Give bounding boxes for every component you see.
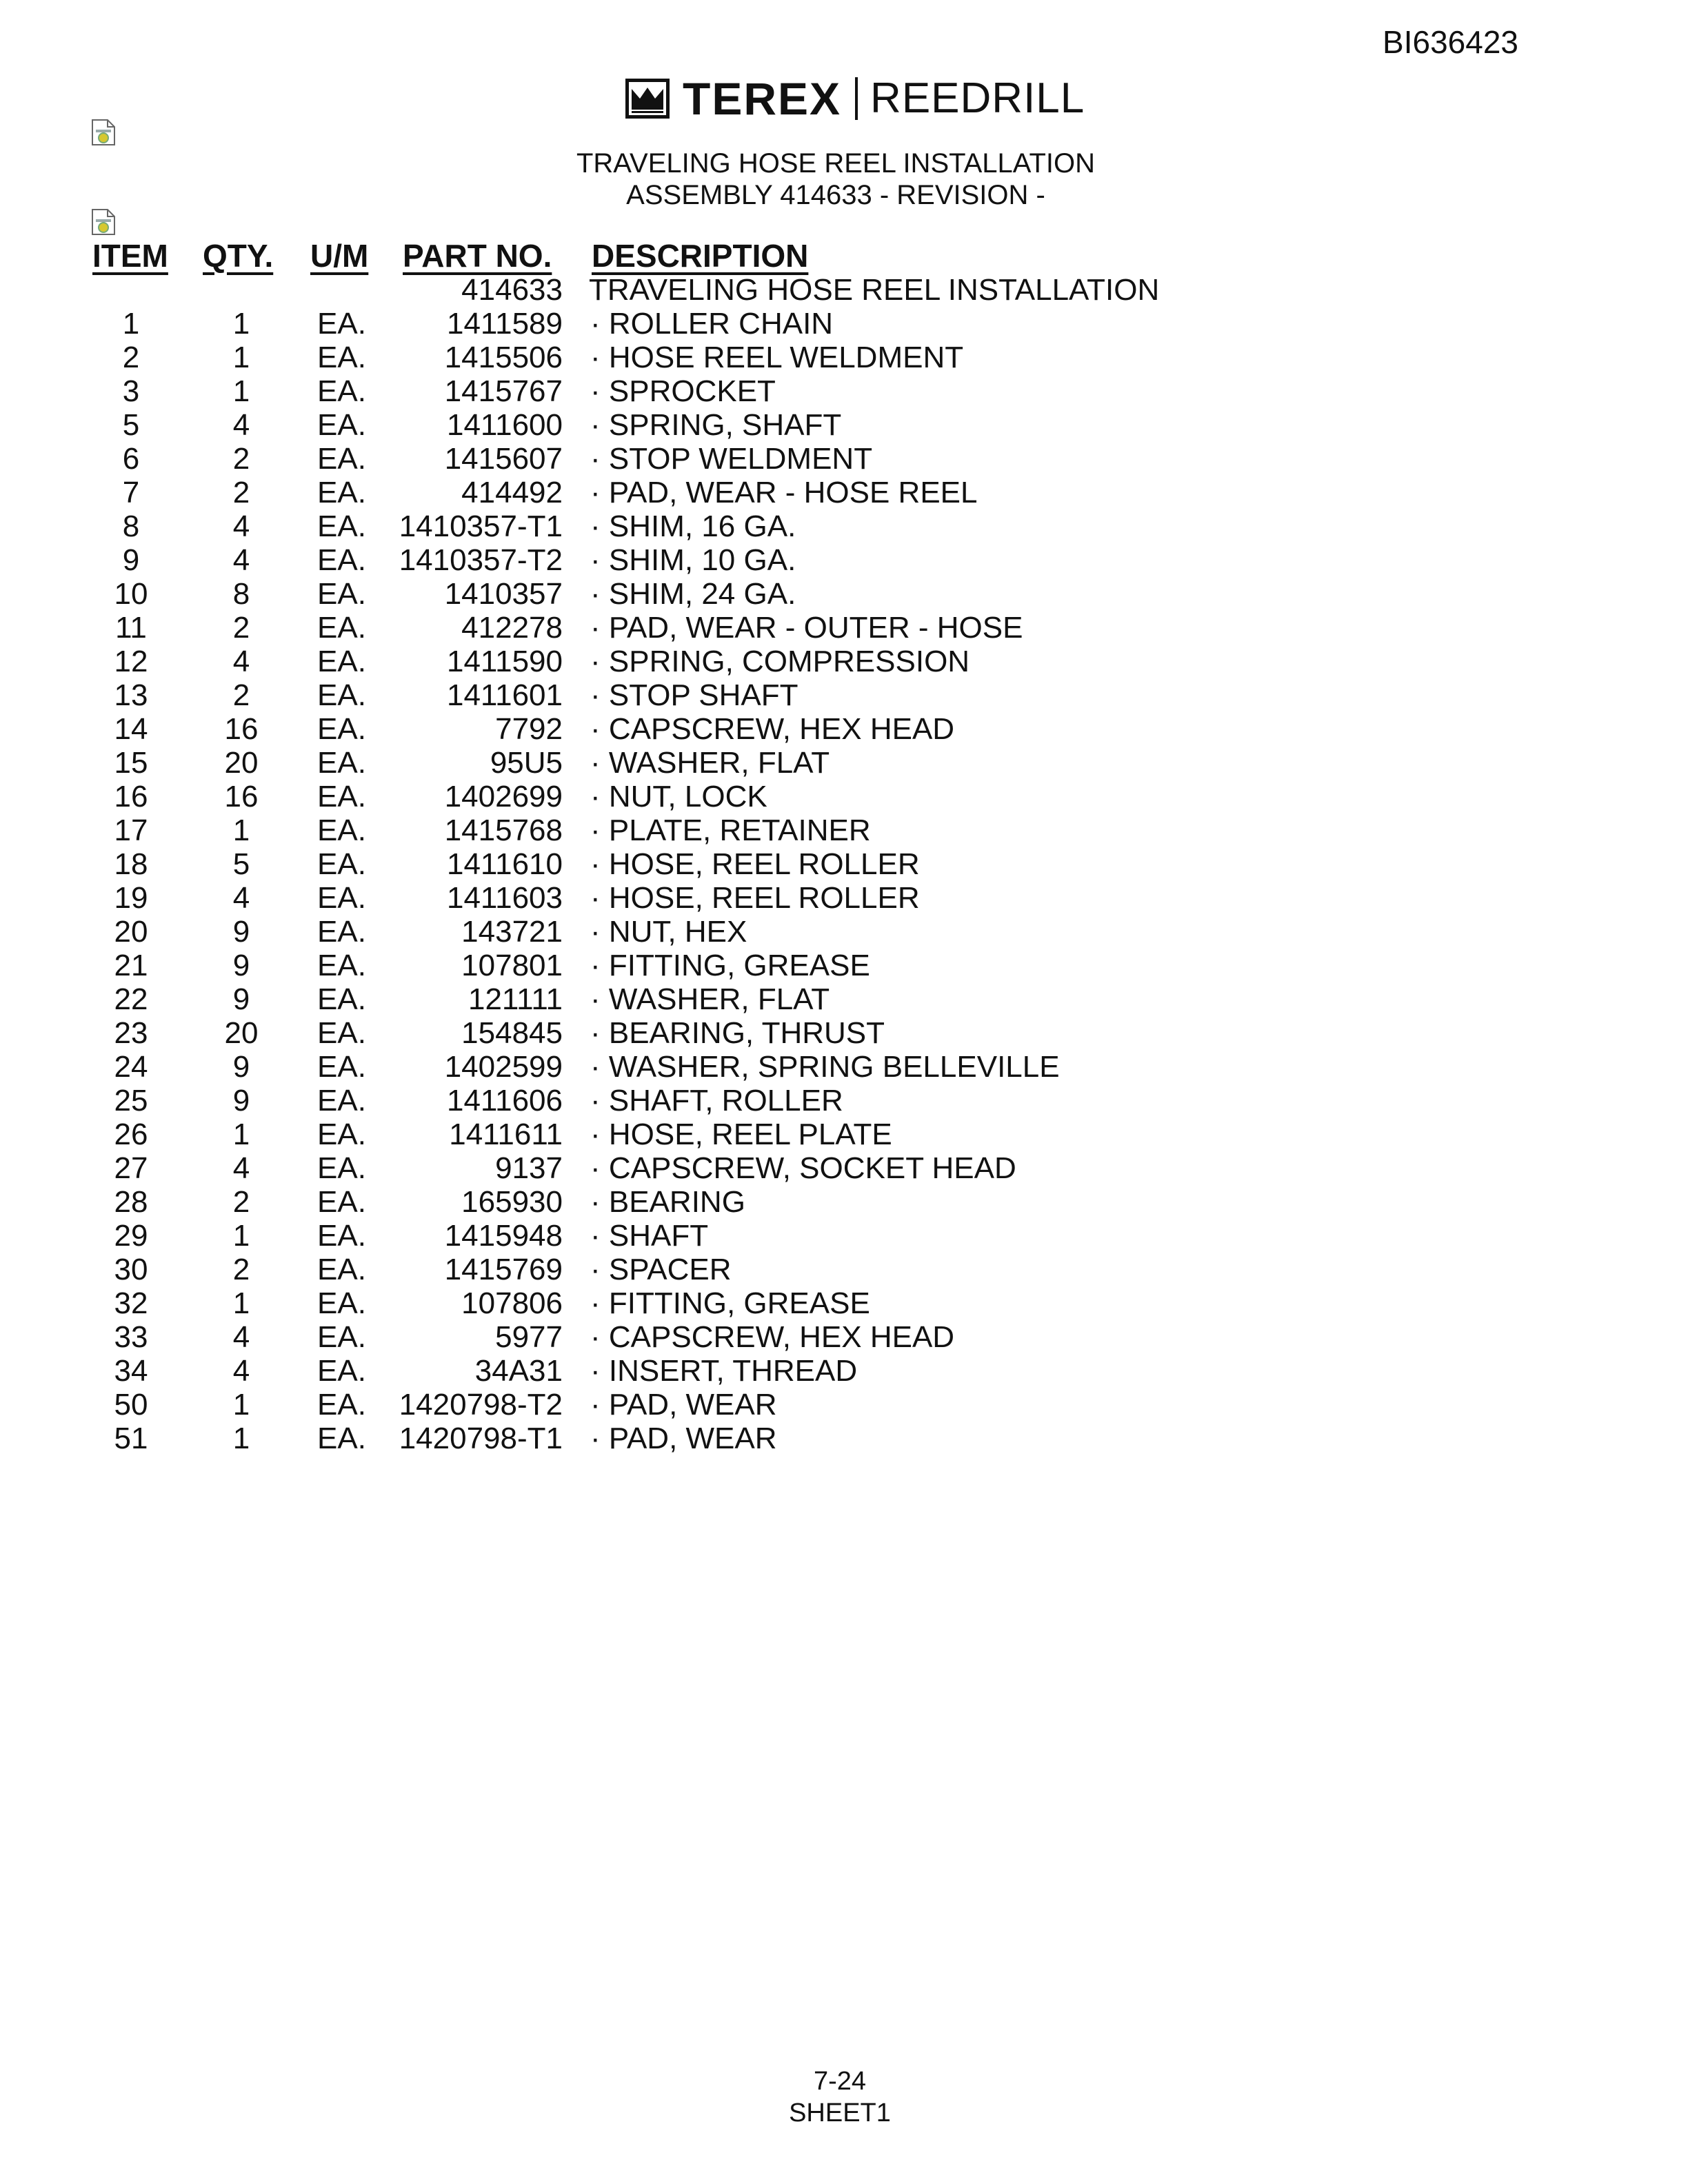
unit-of-measure: EA. bbox=[317, 881, 366, 915]
quantity: 2 bbox=[232, 476, 250, 509]
unit-of-measure: EA. bbox=[317, 1253, 366, 1286]
description: · FITTING, GREASE bbox=[590, 1286, 870, 1320]
item-number: 11 bbox=[115, 611, 147, 645]
part-number: 1410357 bbox=[444, 577, 563, 611]
unit-of-measure: EA. bbox=[317, 1050, 366, 1084]
parts-list bbox=[0, 273, 1688, 1455]
description: · HOSE REEL WELDMENT bbox=[590, 341, 964, 374]
quantity: 4 bbox=[232, 1320, 250, 1354]
table-row bbox=[0, 847, 1688, 881]
unit-of-measure: EA. bbox=[317, 1151, 366, 1185]
quantity: 2 bbox=[232, 678, 250, 712]
unit-of-measure: EA. bbox=[317, 1388, 366, 1422]
terex-reedrill-logo bbox=[625, 74, 1085, 123]
table-row bbox=[0, 442, 1688, 476]
part-number: 1411606 bbox=[446, 1084, 563, 1118]
table-row bbox=[0, 1151, 1688, 1185]
part-number: 1411590 bbox=[446, 645, 563, 678]
quantity: 16 bbox=[224, 712, 259, 746]
part-number: 1411611 bbox=[449, 1118, 563, 1151]
table-row bbox=[0, 307, 1688, 341]
part-number: 165930 bbox=[461, 1185, 563, 1219]
table-row bbox=[0, 509, 1688, 543]
item-number: 25 bbox=[114, 1084, 148, 1118]
item-number: 8 bbox=[122, 509, 140, 543]
unit-of-measure: EA. bbox=[317, 949, 366, 982]
table-row bbox=[0, 577, 1688, 611]
table-row bbox=[0, 408, 1688, 442]
part-number: 7792 bbox=[495, 712, 563, 746]
table-row bbox=[0, 1422, 1688, 1455]
part-number: 1415607 bbox=[444, 442, 563, 476]
description: · PAD, WEAR - HOSE REEL bbox=[590, 476, 978, 509]
table-row bbox=[0, 1253, 1688, 1286]
description: · SPRING, COMPRESSION bbox=[590, 645, 970, 678]
page-footer bbox=[0, 2065, 1688, 2129]
unit-of-measure: EA. bbox=[317, 509, 366, 543]
quantity: 1 bbox=[232, 374, 250, 408]
description: · NUT, LOCK bbox=[590, 780, 767, 813]
description: · PAD, WEAR bbox=[590, 1388, 777, 1422]
table-row bbox=[0, 1219, 1688, 1253]
header-qty: QTY. bbox=[203, 238, 274, 274]
table-row bbox=[0, 1320, 1688, 1354]
part-number: 414492 bbox=[461, 476, 563, 509]
description: · WASHER, FLAT bbox=[590, 746, 830, 780]
part-number: 1411601 bbox=[446, 678, 563, 712]
part-number: 1415767 bbox=[444, 374, 563, 408]
item-number: 19 bbox=[114, 881, 148, 915]
table-row bbox=[0, 374, 1688, 408]
table-row bbox=[0, 1286, 1688, 1320]
unit-of-measure: EA. bbox=[317, 577, 366, 611]
logo-brand: TEREX bbox=[683, 73, 842, 124]
description: · HOSE, REEL ROLLER bbox=[590, 847, 920, 881]
part-number: 1410357-T2 bbox=[399, 543, 563, 577]
part-number: 107801 bbox=[461, 949, 563, 982]
quantity: 5 bbox=[232, 847, 250, 881]
part-number: 154845 bbox=[461, 1016, 563, 1050]
quantity: 16 bbox=[224, 780, 259, 813]
description: · HOSE, REEL PLATE bbox=[590, 1118, 892, 1151]
item-number: 34 bbox=[114, 1354, 148, 1388]
table-row bbox=[0, 1388, 1688, 1422]
description: · CAPSCREW, SOCKET HEAD bbox=[590, 1151, 1016, 1185]
description: · WASHER, FLAT bbox=[590, 982, 830, 1016]
description: · CAPSCREW, HEX HEAD bbox=[590, 712, 955, 746]
item-number: 18 bbox=[114, 847, 148, 881]
part-number: 1411600 bbox=[446, 408, 563, 442]
header-um: U/M bbox=[310, 238, 369, 274]
item-number: 20 bbox=[114, 915, 148, 949]
title-line-2: ASSEMBLY 414633 - REVISION - bbox=[626, 180, 1045, 210]
part-number: 143721 bbox=[461, 915, 563, 949]
table-row bbox=[0, 881, 1688, 915]
part-number: 9137 bbox=[495, 1151, 563, 1185]
quantity: 20 bbox=[224, 746, 259, 780]
quantity: 1 bbox=[232, 813, 250, 847]
unit-of-measure: EA. bbox=[317, 1422, 366, 1455]
item-number: 9 bbox=[122, 543, 140, 577]
part-number: 412278 bbox=[461, 611, 563, 645]
unit-of-measure: EA. bbox=[317, 1286, 366, 1320]
quantity: 4 bbox=[232, 408, 250, 442]
quantity: 9 bbox=[232, 1084, 250, 1118]
item-number: 26 bbox=[114, 1118, 148, 1151]
unit-of-measure: EA. bbox=[317, 1354, 366, 1388]
item-number: 27 bbox=[114, 1151, 148, 1185]
table-row bbox=[0, 678, 1688, 712]
description: · WASHER, SPRING BELLEVILLE bbox=[590, 1050, 1060, 1084]
table-row bbox=[0, 982, 1688, 1016]
quantity: 8 bbox=[232, 577, 250, 611]
part-number: 5977 bbox=[495, 1320, 563, 1354]
quantity: 1 bbox=[232, 1286, 250, 1320]
quantity: 1 bbox=[232, 307, 250, 341]
item-number: 29 bbox=[114, 1219, 148, 1253]
part-number: 95U5 bbox=[490, 746, 563, 780]
unit-of-measure: EA. bbox=[317, 982, 366, 1016]
description: · FITTING, GREASE bbox=[590, 949, 870, 982]
assembly-part-no: 414633 bbox=[461, 273, 563, 307]
description: · STOP WELDMENT bbox=[590, 442, 873, 476]
item-number: 3 bbox=[122, 374, 140, 408]
description: · SHIM, 24 GA. bbox=[590, 577, 796, 611]
logo-divider bbox=[855, 77, 858, 120]
description: · BEARING, THRUST bbox=[590, 1016, 885, 1050]
page-number: 7-24 bbox=[813, 2067, 867, 2096]
unit-of-measure: EA. bbox=[317, 813, 366, 847]
unit-of-measure: EA. bbox=[317, 543, 366, 577]
item-number: 32 bbox=[114, 1286, 148, 1320]
quantity: 4 bbox=[232, 1354, 250, 1388]
table-row bbox=[0, 543, 1688, 577]
quantity: 9 bbox=[232, 982, 250, 1016]
item-number: 24 bbox=[114, 1050, 148, 1084]
item-number: 30 bbox=[114, 1253, 148, 1286]
unit-of-measure: EA. bbox=[317, 915, 366, 949]
table-row bbox=[0, 1354, 1688, 1388]
quantity: 1 bbox=[232, 1422, 250, 1455]
embedded-document-icon[interactable] bbox=[91, 208, 116, 236]
document-title bbox=[0, 148, 1688, 211]
unit-of-measure: EA. bbox=[317, 476, 366, 509]
description: · SHIM, 16 GA. bbox=[590, 509, 796, 543]
item-number: 5 bbox=[122, 408, 140, 442]
item-number: 6 bbox=[122, 442, 140, 476]
unit-of-measure: EA. bbox=[317, 341, 366, 374]
part-number: 1415506 bbox=[444, 341, 563, 374]
quantity: 2 bbox=[232, 1185, 250, 1219]
table-row bbox=[0, 1118, 1688, 1151]
item-number: 28 bbox=[114, 1185, 148, 1219]
quantity: 20 bbox=[224, 1016, 259, 1050]
part-number: 34A31 bbox=[474, 1354, 563, 1388]
part-number: 1415948 bbox=[444, 1219, 563, 1253]
item-number: 12 bbox=[114, 645, 148, 678]
unit-of-measure: EA. bbox=[317, 780, 366, 813]
table-row bbox=[0, 780, 1688, 813]
sheet-name: SHEET1 bbox=[789, 2099, 891, 2127]
quantity: 1 bbox=[232, 341, 250, 374]
unit-of-measure: EA. bbox=[317, 1219, 366, 1253]
table-row bbox=[0, 341, 1688, 374]
item-number: 51 bbox=[114, 1422, 148, 1455]
description: · PAD, WEAR - OUTER - HOSE bbox=[590, 611, 1023, 645]
unit-of-measure: EA. bbox=[317, 847, 366, 881]
description: · BEARING bbox=[590, 1185, 745, 1219]
unit-of-measure: EA. bbox=[317, 408, 366, 442]
description: · INSERT, THREAD bbox=[590, 1354, 858, 1388]
item-number: 50 bbox=[114, 1388, 148, 1422]
unit-of-measure: EA. bbox=[317, 645, 366, 678]
table-row bbox=[0, 476, 1688, 509]
quantity: 4 bbox=[232, 543, 250, 577]
document-id: BI636423 bbox=[1383, 24, 1518, 60]
item-number: 7 bbox=[122, 476, 140, 509]
table-row bbox=[0, 611, 1688, 645]
unit-of-measure: EA. bbox=[317, 1084, 366, 1118]
table-row bbox=[0, 712, 1688, 746]
part-number: 1415768 bbox=[444, 813, 563, 847]
description: · NUT, HEX bbox=[590, 915, 747, 949]
terex-crown-icon bbox=[625, 78, 670, 119]
quantity: 2 bbox=[232, 1253, 250, 1286]
table-row bbox=[0, 813, 1688, 847]
part-number: 107806 bbox=[461, 1286, 563, 1320]
part-number: 1402699 bbox=[444, 780, 563, 813]
unit-of-measure: EA. bbox=[317, 611, 366, 645]
quantity: 4 bbox=[232, 881, 250, 915]
description: · SPACER bbox=[590, 1253, 732, 1286]
part-number: 1410357-T1 bbox=[399, 509, 563, 543]
quantity: 9 bbox=[232, 1050, 250, 1084]
logo-division: REEDRILL bbox=[870, 74, 1085, 122]
description: · STOP SHAFT bbox=[590, 678, 798, 712]
part-number: 1420798-T1 bbox=[399, 1422, 563, 1455]
table-row bbox=[0, 915, 1688, 949]
unit-of-measure: EA. bbox=[317, 746, 366, 780]
item-number: 23 bbox=[114, 1016, 148, 1050]
item-number: 22 bbox=[114, 982, 148, 1016]
unit-of-measure: EA. bbox=[317, 1320, 366, 1354]
unit-of-measure: EA. bbox=[317, 1185, 366, 1219]
description: · SPROCKET bbox=[590, 374, 776, 408]
table-row bbox=[0, 949, 1688, 982]
unit-of-measure: EA. bbox=[317, 1118, 366, 1151]
description: · HOSE, REEL ROLLER bbox=[590, 881, 920, 915]
header-description: DESCRIPTION bbox=[592, 238, 809, 274]
header-item: ITEM bbox=[92, 238, 168, 274]
item-number: 2 bbox=[122, 341, 140, 374]
description: · ROLLER CHAIN bbox=[590, 307, 834, 341]
quantity: 9 bbox=[232, 915, 250, 949]
quantity: 2 bbox=[232, 442, 250, 476]
item-number: 21 bbox=[114, 949, 148, 982]
item-number: 17 bbox=[114, 813, 148, 847]
description: · PAD, WEAR bbox=[590, 1422, 777, 1455]
item-number: 16 bbox=[114, 780, 148, 813]
item-number: 15 bbox=[114, 746, 148, 780]
part-number: 1420798-T2 bbox=[399, 1388, 563, 1422]
quantity: 9 bbox=[232, 949, 250, 982]
header-part-no: PART NO. bbox=[403, 238, 552, 274]
table-row bbox=[0, 746, 1688, 780]
quantity: 4 bbox=[232, 645, 250, 678]
description: · PLATE, RETAINER bbox=[590, 813, 871, 847]
description: · SPRING, SHAFT bbox=[590, 408, 842, 442]
quantity: 4 bbox=[232, 509, 250, 543]
title-line-1: TRAVELING HOSE REEL INSTALLATION bbox=[576, 148, 1096, 179]
description: · SHAFT, ROLLER bbox=[590, 1084, 843, 1118]
description: · SHAFT bbox=[590, 1219, 709, 1253]
table-row bbox=[0, 1016, 1688, 1050]
item-number: 1 bbox=[122, 307, 140, 341]
description: · CAPSCREW, HEX HEAD bbox=[590, 1320, 955, 1354]
embedded-document-icon[interactable] bbox=[91, 119, 116, 146]
unit-of-measure: EA. bbox=[317, 307, 366, 341]
item-number: 33 bbox=[114, 1320, 148, 1354]
unit-of-measure: EA. bbox=[317, 1016, 366, 1050]
table-row bbox=[0, 1050, 1688, 1084]
part-number: 121111 bbox=[468, 982, 563, 1016]
quantity: 4 bbox=[232, 1151, 250, 1185]
quantity: 1 bbox=[232, 1118, 250, 1151]
table-row bbox=[0, 1084, 1688, 1118]
part-number: 1411589 bbox=[446, 307, 563, 341]
quantity: 2 bbox=[232, 611, 250, 645]
unit-of-measure: EA. bbox=[317, 712, 366, 746]
part-number: 1411610 bbox=[446, 847, 563, 881]
table-row bbox=[0, 645, 1688, 678]
item-number: 10 bbox=[114, 577, 148, 611]
description: · SHIM, 10 GA. bbox=[590, 543, 796, 577]
assembly-description: TRAVELING HOSE REEL INSTALLATION bbox=[589, 273, 1160, 307]
part-number: 1415769 bbox=[444, 1253, 563, 1286]
item-number: 13 bbox=[114, 678, 148, 712]
item-number: 14 bbox=[114, 712, 148, 746]
unit-of-measure: EA. bbox=[317, 374, 366, 408]
unit-of-measure: EA. bbox=[317, 678, 366, 712]
table-row bbox=[0, 1185, 1688, 1219]
part-number: 1411603 bbox=[446, 881, 563, 915]
part-number: 1402599 bbox=[444, 1050, 563, 1084]
quantity: 1 bbox=[232, 1388, 250, 1422]
quantity: 1 bbox=[232, 1219, 250, 1253]
assembly-row bbox=[0, 273, 1688, 307]
unit-of-measure: EA. bbox=[317, 442, 366, 476]
